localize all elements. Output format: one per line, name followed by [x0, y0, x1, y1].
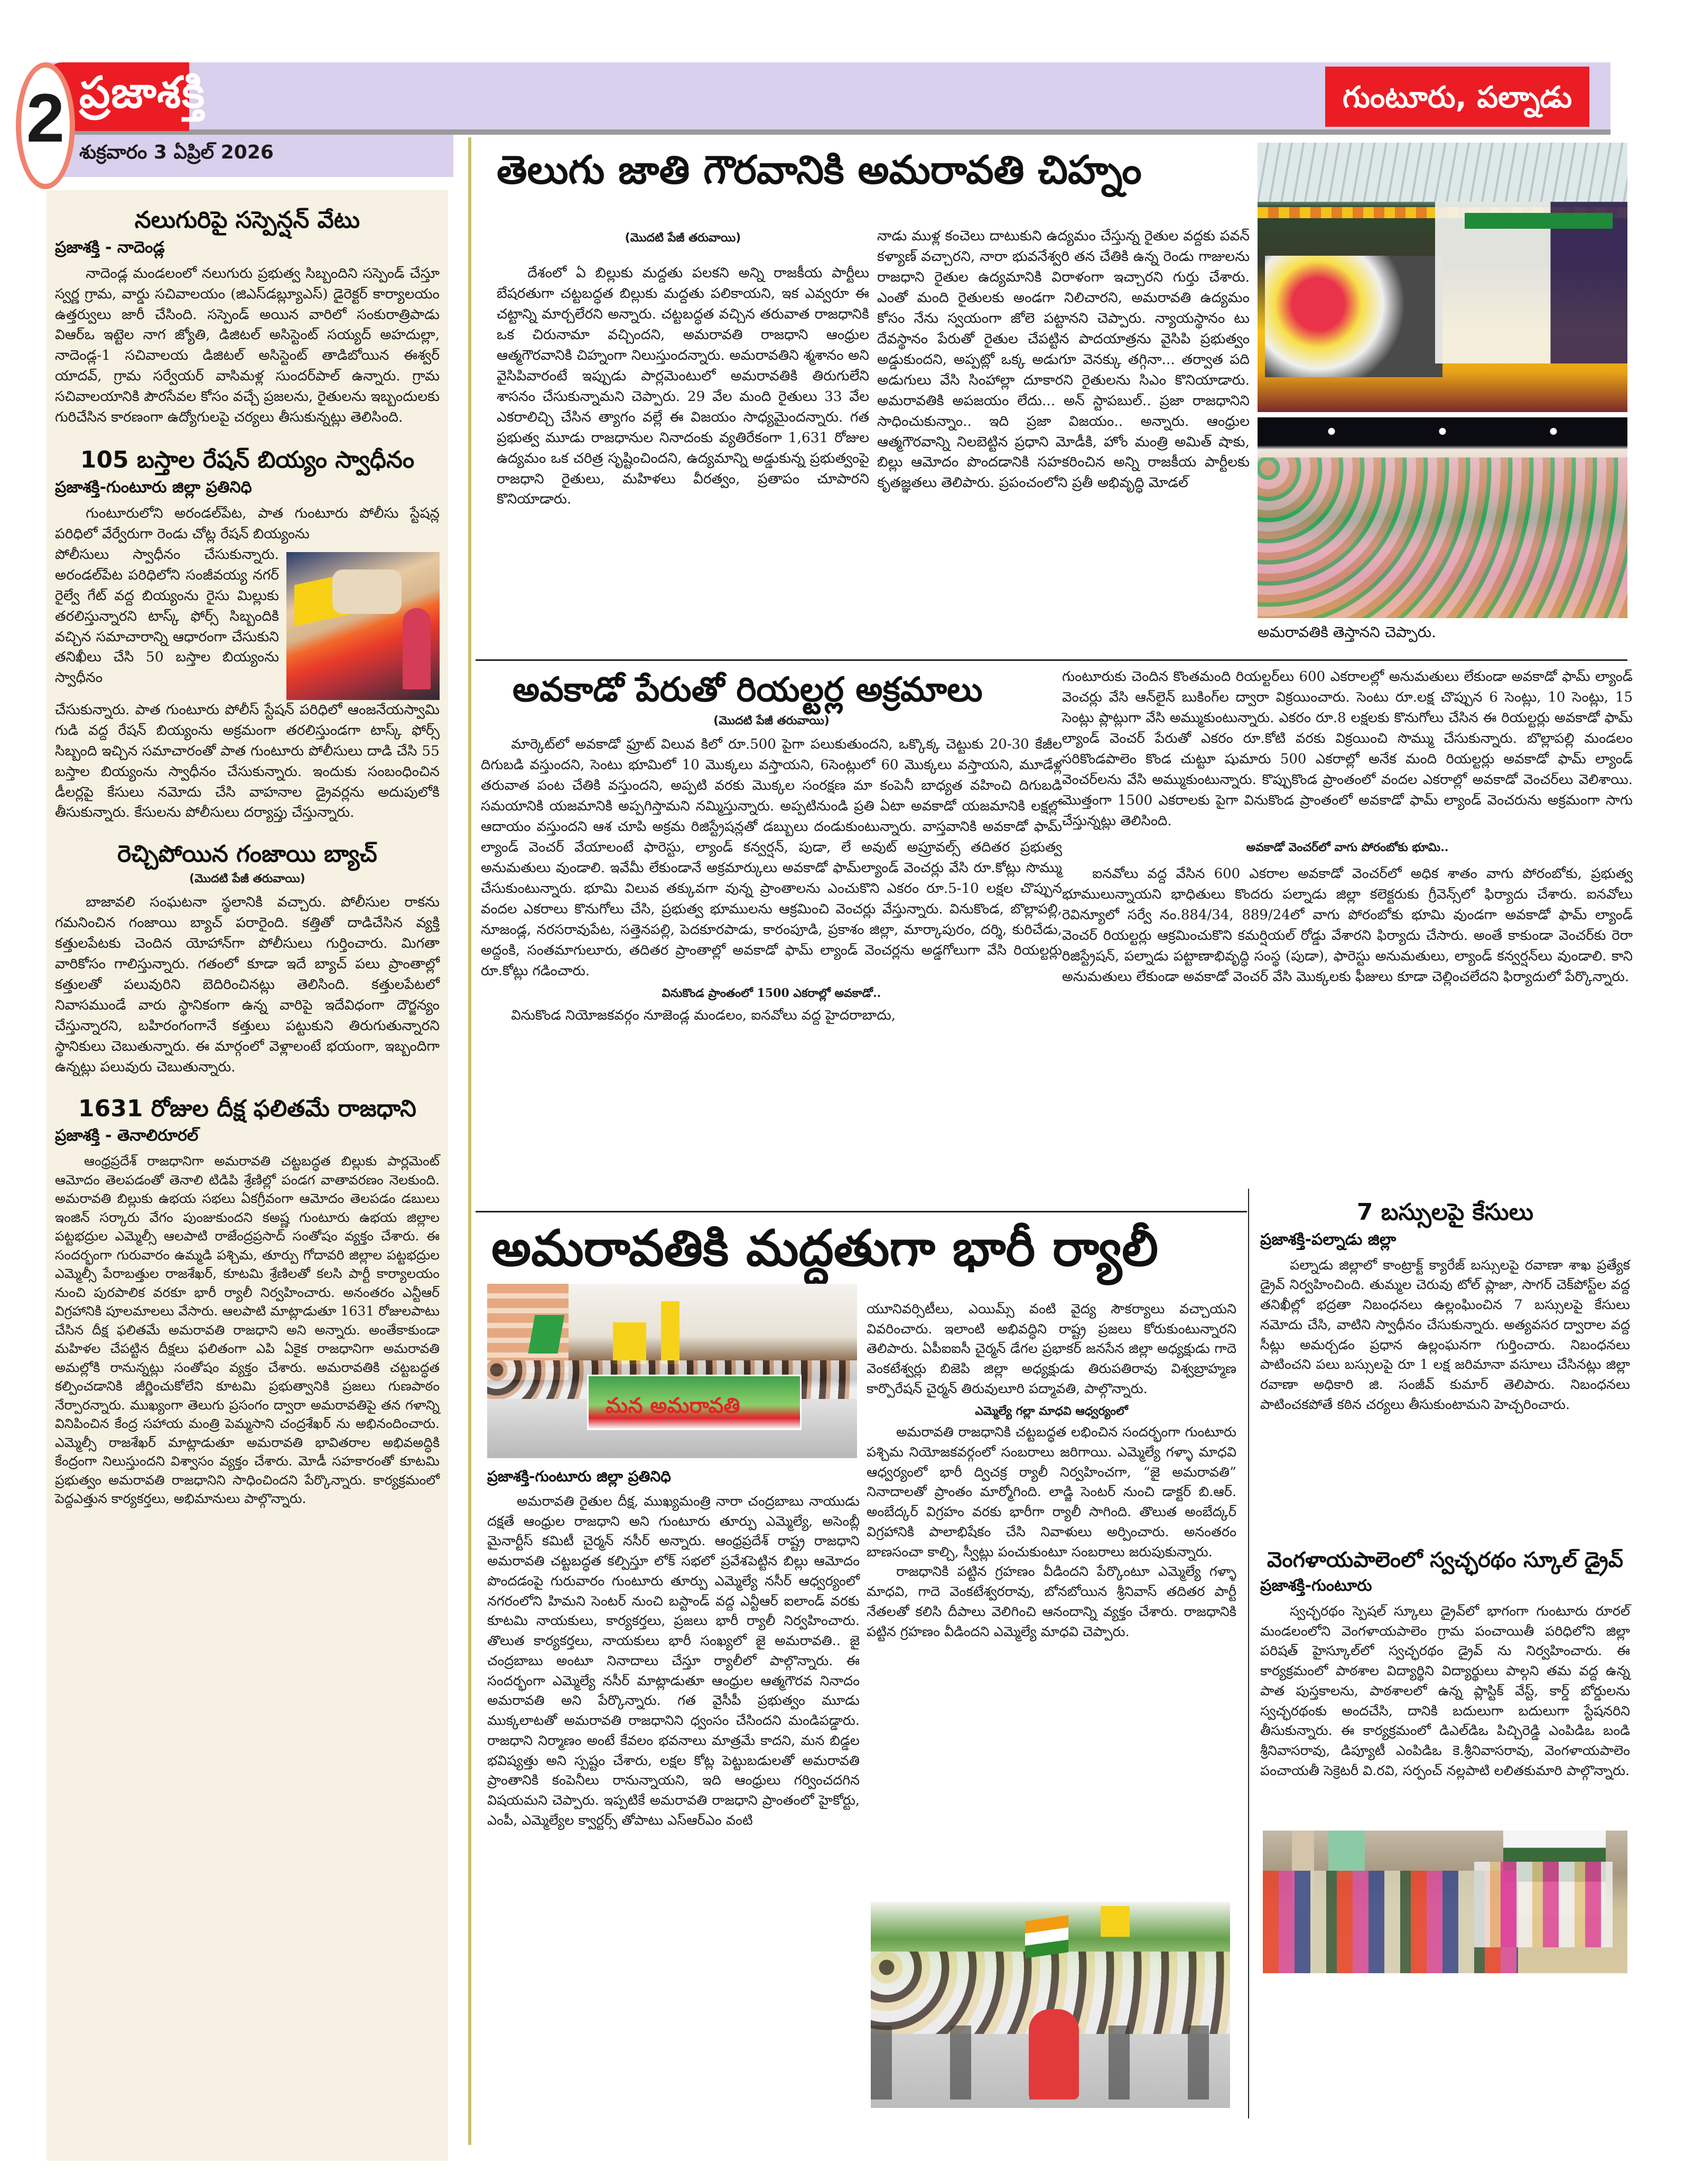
rally-story: [476, 1220, 1247, 1277]
continued-note: (మొదటి పేజీ తరువాయి): [189, 872, 305, 886]
headline: 105 బస్తాల రేషన్ బియ్యం స్వాధీనం: [80, 446, 415, 474]
headline: నలుగురిపై సస్పెన్షన్ వేటు: [134, 207, 360, 234]
avocado-headline: అవకాడో పేరుతో రియల్టర్ల అక్రమాలు: [513, 670, 983, 710]
avocado-story-left: [481, 671, 1062, 1026]
lead-headline: తెలుగు జాతి గౌరవానికి అమరావతి చిహ్నం: [497, 147, 1142, 193]
newspaper-logo: ప్రజాశక్తి: [79, 68, 206, 118]
dateline: ప్రజాశక్తి-పల్నాడు జిల్లా: [1260, 1230, 1397, 1249]
story-body: మార్కెట్‌లో అవకాడో ఫ్రూట్ విలువ కిలో రూ.500 పైగా పలుకుతుందని, ఒక్కొక్క చెట్టుకు 20-30 కేజీల దిగుబడి వస్తుందని, సెంటు భూమిలో 10 మొక్కలు వస్తాయని, 6సెంట్లులో 60 మొక్కలు వస్తాయని, మూడేళ్ల తరువాత పంట చేతికి వస్తుందని, అప్పటి వరకు మొక్కల సంరక్షణ మా కంపెనీ బాధ్యత వహించి దిగుబడి సమయానికి యజమానికి అప్పగిస్తామని నమ్మిస్తున్నారు. అప్పటినుండి ప్రతి ఏటా అవకాడో యజమానికి లక్షల్లో ఆదాయం వస్తుందని ఆశ చూపి అక్రమ రిజిస్ట్రేషన్లతో డబ్బులు దండుకుంటున్నారు. వాస్తవానికి అవకాడో ఫామ్ ల్యాండ్ వెంచర్ వేయాలంటే ఫారెస్టు, ల్యాండ్ కన్వర్షన్, పుడా, లే అవుట్ అప్రూవల్స్ తదితర ప్రభుత్వ అనుమతులు వుండాలి. ఇవేమీ లేకుండానే అక్రమార్కులు అవకాడో ఫామ్‌ల్యాండ్ వెంచర్లు వేసి రూ.కోట్లు సొమ్ము చేసుకుంటున్నారు. భూమి విలువ తక్కువగా వున్న ప్రాంతాలను ఎంచుకొని ఎకరం రూ.5-10 లక్షల చొప్పున వందల ఎకరాలు కొనుగోలు చేసి, ప్రభుత్వ భూములను ఆక్రమించి వెంచర్లు వేస్తున్నారు. వినుకొండ, బొల్లాపల్లి, నూజండ్ల, నరసరావుపేట, సత్తెనపల్లి, పెదకూరపాడు, కారంపూడి, ప్రకాశం జిల్లా, మార్కాపురం, దర్శి, కురిచేడు, అద్దంకి, సంతమాగులూరు, తదితర ప్రాంతాల్లో అవకాడో ఫామ్ ల్యాండ్ వెంచర్లను అడ్డగోలుగా వేసి రియల్టర్లు రూ.కోట్లు గడించారు. వినుకొండ ప్రాంతంలో 1500 ఎకరాల్లో అవకాడో.. వినుకొండ నియోజకవర్గం నూజెండ్ల మండలం, ఐనవోలు వద్ద హైదరాబాదు,: [481, 736, 1062, 1023]
story-body: నాదెండ్ల మండలంలో నలుగురు ప్రభుత్వ సిబ్బందిని సస్పెండ్ చేస్తూ స్వర్ణ గ్రామ, వార్డు సచివాలయం (జిఎస్‌డబ్ల్యూఎస్) డైరెక్టర్ కార్యాలయం ఉత్తర్వులు జారీ చేసింది. సస్పెండ్ అయిన వారిలో సంకురాత్రిపాడు విఆర్‌ఒ ఇట్టెల నాగ జ్యోతి, డిజిటల్ అసిస్టెంట్ సయ్యద్ అహదుల్లా, నాదెండ్ల-1 సచివాలయ డిజిటల్ అసిస్టెంట్ తాడిబోయిన ఈశ్వర్ యాదవ్, గ్రామ సర్వేయర్ వాసిమళ్ల సుందర్‌పాల్ ఉన్నారు. గ్రామ సచివాలయానికి పౌరసేవల కోసం వచ్చే ప్రజలను, రైతులను ఇబ్బందులకు గురిచేసిన కారణంగా ఉద్యోగులపై చర్యలు తీసుకున్నట్లు తెలిసింది.: [55, 265, 440, 426]
story-body: పల్నాడు జిల్లాలో కాంట్రాక్ట్ క్యారేజ్ బస్సులపై రవాణా శాఖ ప్రత్యేక డ్రైవ్ నిర్వహించింది. తుమ్మల చెరువు టోల్ ప్లాజా, సాగర్ చెక్‌పోస్ట్‌ల వద్ద తనిఖీల్లో భద్రతా నిబంధనలు ఉల్లంఘించిన 7 బస్సులపై కేసులు నమోదు చేసి, వాటిని స్వాధీనం చేసుకున్నారు. అత్యవసర ద్వారాల వద్ద సీట్లు అమర్చడం ప్రధాన ఉల్లంఘనగా గుర్తించారు. నిబంధనలు పాటించని పలు బస్సులపై రూ 1 లక్ష జరిమానా వసూలు చేసినట్లు జిల్లా రవాణా అధికారి జి. సంజీవ్ కుమార్ తెలిపారు. నిబంధనలు పాటించకపోతే కఠిన చర్యలు తీసుకుంటామని హెచ్చరించారు.: [1260, 1257, 1630, 1413]
section-divider: [476, 659, 1627, 661]
story-body: గుంటూరులోని అరండల్‌పేట, పాత గుంటూరు పోలీసు స్టేషన్ల పరిధిలో వేర్వేరుగా రెండు చోట్ల రేషన్ బియ్యంను పోలీసులు స్వాధీనం చేసుకున్నారు. అరండల్‌పేట పరిధిలోని సంజీవయ్య నగర్ రైల్వే గేట్ వద్ద బియ్యంను రైసు మిల్లుకు తరలిస్తున్నారని టాస్క్ ఫోర్స్ సిబ్బందికి వచ్చిన సమాచారాన్ని ఆధారంగా చేసుకుని తనిఖీలు చేసి 50 బస్తాల బియ్యంను స్వాధీనం చేసుకున్నారు. పాత గుంటూరు పోలీస్ స్టేషన్ పరిధిలో ఆంజనేయస్వామి గుడి వద్ద రేషన్ బియ్యంను అక్రమంగా తరలిస్తుండగా టాస్క్ ఫోర్స్ సిబ్బంది ఇచ్చిన సమాచారంతో పాత గుంటూరు పోలీసులు దాడి చేసి 55 బస్తాల బియ్యంను స్వాధీనం చేసుకున్నారు. ఇందుకు సంబంధించిన డీలర్లపై కేసులు నమోదు చేసి వాహనాల డ్రైవర్లను అదుపులోకి తీసుకున్నారు. కేసులను పోలీసులు దర్యాప్తు చేస్తున్నారు.: [55, 505, 440, 821]
column-rule: [468, 137, 471, 2145]
story-swachh-ratham: [1260, 1548, 1630, 1781]
continued-note: (మొదటి పేజీ తరువాయి): [713, 714, 830, 727]
section-label: గుంటూరు, పల్నాడు: [1342, 80, 1572, 115]
puja-ceremony-photo: [1258, 143, 1627, 412]
school-drive-photo: [1263, 1831, 1627, 1973]
rice-bags-truck-photo: [286, 552, 440, 700]
lead-story: [476, 148, 1236, 193]
story-body: దేశంలో ఏ బిల్లుకు మద్దతు పలకని అన్ని రాజకీయ పార్టీలు బేషరతుగా చట్టబద్ధత బిల్లుకు మద్దతు పలికాయని, ఇక ఎవ్వరూ ఈ చట్టాన్ని మార్చలేరని అన్నారు. చట్టబద్ధత వచ్చిన తరువాత రాజధానికి ఒక చిరునామా వచ్చిందని, అమరావతి రాజధాని ఆంధ్రుల ఆత్మగౌరవానికి చిహ్నంగా నిలుస్తుందన్నారు. అమరావతిని శ్మశానం అని వైసిపివారంటే ఇప్పుడు పార్లమెంటులో అమరావతికి తిరుగులేని శాసనం చేసుకున్నామని చెప్పారు. 29 వేల మంది రైతులు 33 వేల ఎకరాలిచ్చి చేసిన త్యాగం వల్లే ఈ విజయం సాధ్యమైందన్నారు. గత ప్రభుత్వ మూడు రాజధానుల నినాదంకు వ్యతిరేకంగా 1,631 రోజుల ఉద్యమం ఒక చరిత్ర సృష్టించిందని, ఉద్యమాన్ని అడ్డుకున్న ప్రభుత్వంపై రాజధాని రైతులు, మహిళలు వీరత్వం, ప్రతాపం చూపారని కొనియాడారు.: [497, 265, 869, 508]
rally-headline: అమరావతికి మద్దతుగా భారీ ర్యాలీ: [491, 1220, 1158, 1277]
rally-banner-photo: [487, 1284, 857, 1458]
continued-note: (మొదటి పేజీ తరువాయి): [625, 231, 741, 245]
story-bus-cases: [1260, 1199, 1630, 1415]
dateline: ప్రజాశక్తి - నాదెండ్ల: [55, 238, 165, 257]
farmers-gathering-photo: [1258, 417, 1627, 618]
subheading: అవకాడో వెంచర్‌లో వాగు పోరంబోకు భూమి..: [1246, 841, 1449, 854]
story-body: నాడు ముళ్ల కంచెలు దాటుకుని ఉద్యమం చేస్తున్న రైతుల వద్దకు పవన్ కళ్యాణ్ వచ్చారని, నారా భువనేశ్వరి తన చేతికి ఉన్న రెండు గాజులను రాజధాని రైతుల ఉద్యమానికి విరాళంగా ఇచ్చారని గుర్తు చేశారు. ఎంతో మంది రైతులకు అండగా నిలిచారని, అమరావతి ఉద్యమం కోసం నేను స్వయంగా జోలె పట్టానని చెప్పారు. న్యాయస్థానం టు దేవస్థానం పేరుతో రైతుల చేపట్టిన పాదయాత్రను వైసిపి ప్రభుత్వం అడ్డుకుందని, అప్పట్లో ఒక్క అడుగూ వెనక్కు తగ్గినా... తర్వాత పది అడుగులు వేసి సింహాల్లా దూకారని రైతులను సిఎం కొనియాడారు. అమరావతికి అపజయం లేదు... అన్ స్టాపబుల్.. ప్రజా రాజధానిని సాధించుకున్నాం.. ఇది ప్రజా విజయం.. అన్నారు. ఆంధ్రుల ఆత్మగౌరవాన్ని నిలబెట్టిన ప్రధాని మోడీకి, హోం మంత్రి అమిత్ షాకు, బిల్లు ఆమోదం పొందడానికి సహకరించిన అన్ని రాజకీయ పార్టీలకు కృతజ్ఞతలు తెలిపారు. ప్రపంచంలోని ప్రతీ అభివృద్ధి మోడల్: [877, 228, 1250, 491]
headline: 1631 రోజుల దీక్ష ఫలితమే రాజధాని: [78, 1095, 416, 1122]
headline: రెచ్చిపోయిన గంజాయి బ్యాచ్: [117, 841, 377, 868]
dateline: ప్రజాశక్తి-గుంటూరు: [1260, 1576, 1372, 1595]
left-sidebar: [46, 190, 448, 2161]
headline: 7 బస్సులపై కేసులు: [1356, 1199, 1534, 1226]
story-body: అమరావతి రైతుల దీక్ష, ముఖ్యమంత్రి నారా చంద్రబాబు నాయుడు దక్షతే ఆంధ్రుల రాజధాని అని గుంటూరు తూర్పు ఎమ్మెల్యే, అసెంబ్లీ మైనార్టీస్ కమిటీ చైర్మన్ నసీర్ అన్నారు. ఆంధ్రప్రదేశ్ రాష్ట్ర రాజధాని అమరావతి చట్టబద్ధత కల్పిస్తూ లోక్ సభలో ప్రవేశపెట్టిన బిల్లు ఆమోదం పొందడంపై గురువారం గుంటూరు తూర్పు ఎమ్మెల్యే నసీర్ ఆధ్వర్యంలో నగరంలోని హిమని సెంటర్ నుంచి బస్టాండ్ వద్ద ఎన్టీఆర్ ఐలాండ్ వరకు కూటమి నాయకులు, కార్యకర్తలు, ప్రజలు భారీ ర్యాలీ నిర్వహించారు. తొలుత కార్యకర్తలు, నాయకులు భారీ సంఖ్యలో జై అమరావతి.. జై చంద్రబాబు అంటూ నినాదాలు చేస్తూ ర్యాలీలో పాల్గొన్నారు. ఈ సందర్భంగా ఎమ్మెల్యే నసీర్ మాట్లాడుతూ ఆంధ్రుల ఆత్మగౌరవ నినాదం అమరావతి అని పేర్కొన్నారు. గత వైసీపీ ప్రభుత్వం మూడు ముక్కలాటతో అమరావతి రాజధానిని ధ్వంసం చేసిందని మండిపడ్డారు. రాజధాని నిర్మాణం అంటే కేవలం భవనాలు మాత్రమే కాదని, మన బిడ్డల భవిష్యత్తు అని స్పష్టం చేశారు, లక్షల కోట్ల పెట్టుబడులతో అమరావతి ప్రాంతానికి కంపెనీలు రానున్నాయని, ఇది ఆంధ్రులు గర్వించదగిన విషయమని చెప్పారు. ఇప్పటికే అమరావతి రాజధాని ప్రాంతంలో హైకోర్టు, ఎంపీ, ఎమ్మెల్యేల క్వార్టర్స్ తోపాటు ఎస్‌ఆర్‌ఎం వంటి: [487, 1494, 860, 1828]
headline: వెంగళాయపాలెంలో స్వచ్ఛరథం స్కూల్ డ్రైవ్: [1267, 1548, 1624, 1572]
dateline: ప్రజాశక్తి - తెనాలిరూరల్: [55, 1126, 199, 1145]
rally-col-1: [487, 1463, 860, 1831]
dateline: ప్రజాశక్తి-గుంటూరు జిల్లా ప్రతినిధి: [55, 478, 252, 497]
story-suspension: [55, 207, 440, 428]
lead-col-1: [497, 227, 869, 510]
story-body: స్వచ్ఛరథం స్పెషల్ స్కూలు డ్రైవ్‌లో భాగంగా గుంటూరు రూరల్ మండలంలోని వెంగళాయపాలెం గ్రామ పంచాయితీ పరిధిలోని జిల్లా పరిషత్ హైస్కూల్‌లో స్వచ్ఛరథం డ్రైవ్ ను నిర్వహించారు. ఈ కార్యక్రమంలో పాఠశాల విద్యార్థిని విద్యార్థులు పాల్గని తమ వద్ద ఉన్న పాత పుస్తకాలను, పాఠశాలలో ఉన్న ప్లాస్టిక్ వేస్ట్, కార్డ్ బోర్డులను స్వచ్ఛరథంకు అందచేసి, దానికి బదులుగా బదులుగా స్టేషనరిని తీసుకున్నారు. ఈ కార్యక్రమంలో డిఎల్‌డిఒ పిచ్చిరెడ్డి ఎంపిడిఒ బండి శ్రీనివాసరావు, డిప్యూటీ ఎంపిడిఒ కె.శ్రీనివాసరావు, వెంగళాయపాలెం పంచాయతీ సెక్రెటరీ వి.రవి, సర్పంచ్ నల్లపాటి లలితకుమారి పాల్గొన్నారు.: [1260, 1603, 1630, 1779]
issue-date: శుక్రవారం 3 ఏప్రిల్ 2026: [79, 142, 274, 163]
section-divider: [476, 1211, 1247, 1212]
story-body: యూనివర్సిటీలు, ఎయిమ్స్ వంటి వైద్య సౌకర్యాలు వచ్చాయని వివరించారు. ఇలాంటి అభివద్ధిని రాష్ట్ర ప్రజలు కోరుకుంటున్నారని తెలిపారు. ఏపీఐఐసీ చైర్మన్ డేగల ప్రభాకర్ జనసేన జిల్లా అధ్యక్షుడు గాదె వెంకటేశ్వర్లు బిజెపి జిల్లా అధ్యక్షుడు తిరుపతిరావు విశ్వబ్రాహ్మణ కార్పొరేషన్ చైర్మన్ తిరువులూరి పద్మావతి, పాల్గొన్నారు. ఎమ్మెల్యే గల్లా మాధవి ఆధ్వర్యంలో అమరావతి రాజధానికి చట్టబద్ధత లభించిన సందర్భంగా గుంటూరు పశ్చిమ నియోజకవర్గంలో సంబరాలు జరిగాయి. ఎమ్మెల్యే గళ్ళా మాధవి ఆధ్వర్యంలో భారీ ద్విచక్ర ర్యాలీ నిర్వహించగా, “జై అమరావతి” నినాదాలతో ప్రాంతం మార్మోగింది. లాడ్జి సెంటర్ నుంచి డాక్టర్ బి.ఆర్. అంబేద్కర్ విగ్రహం వరకు భారీగా ర్యాలీ సాగింది. తొలుత అంబేద్కర్ విగ్రహానికి పాలాభిషేకం చేసి నివాళులు అర్పించారు. అనంతరం బాణసంచా కాల్చి, స్వీట్లు పంచుకుంటూ సంబరాలు జరుపుకున్నారు. రాజధానికి పట్టిన గ్రహణం వీడిందని పేర్కొంటూ ఎమ్మెల్యే గళ్ళా మాధవి, గాదె వెంకటేశ్వరరావు, బోనబోయిన శ్రీనివాస్ తదితర పార్టీ నేతలతో కలిసి దీపాలు వెలిగించి ఆనందాన్ని వ్యక్తం చేశారు. రాజధానికి పట్టిన గ్రహణం వీడిందని ఎమ్మెల్యే మాధవి చెప్పారు.: [867, 1301, 1236, 1640]
story-ration-rice: [55, 447, 440, 823]
bike-rally-photo: [871, 1902, 1230, 2108]
photo-caption: అమరావతికి తెస్తానని చెప్పారు.: [1258, 623, 1436, 641]
story-body: గుంటూరుకు చెందిన కొంతమంది రియల్టర్‌లు 600 ఎకరాలల్లో అనుమతులు లేకుండా అవకాడో ఫామ్ ల్యాండ్ వెంచర్లు వేసి ఆన్‌లైన్ బుకింగ్‌ల ద్వారా విక్రయించారు. సెంటు రూ.లక్ష చొప్పున 6 సెంట్లు, 10 సెంట్లు, 15 సెంట్లు ప్లాట్లుగా వేసి అమ్ముకుంటున్నారు. ఎకరం రూ.8 లక్షలకు కొనుగోలు చేసిన ఈ రియల్టర్లు అవకాడో ఫామ్ ల్యాండ్ వెంచర్ పేరుతో ఎకరం రూ.కోటి వరకు విక్రయించి సొమ్ము చేసుకున్నారు. బొల్లాపల్లి మండలం సరికొండపాలెం కొండ చుట్టూ షుమారు 500 ఎకరాల్లో అనేక మంది రియల్టర్లు అవకాడో ఫామ్ ల్యాండ్ వెంచర్‌లను వేసి అమ్ముకుంటున్నారు. కొప్పుకొండ ప్రాంతంలో వందల ఎకరాల్లో అవకాడో వెంచర్‌లు వెలిశాయి. మొత్తంగా 1500 ఎకరాలకు పైగా వినుకొండ ప్రాంతంలో అవకాడో ఫామ్ ల్యాండ్ వెంచరును అక్రమంగా సాగు చేస్తున్నట్లు తెలిసింది. అవకాడో వెంచర్‌లో వాగు పోరంబోకు భూమి.. ఐనవోలు వద్ద వేసిన 600 ఎకరాల అవకాడో వెంచర్‌లో అధిక శాతం వాగు పోరంబోకు, ప్రభుత్వ భూములున్నాయని భాధితులు కొందరు పల్నాడు జిల్లా కలెక్టరుకు గ్రీవెన్స్‌లో ఫిర్యాదు చేశారు. ఐనవోలు రెవిన్యూలో సర్వే నం.884/34, 889/24లో వాగు పోరంబోకు భూమి వుండగా అవకాడో ఫామ్ ల్యాండ్ వెంచర్ రియల్టర్లు ఆక్రమించుకొని కమర్షియల్ రోడ్డు వేశారని ఫిర్యాదు చేసారు. అంతే కాకుండా వెంచర్‌కు రెరా రిజిస్ట్రేషన్, పల్నాడు పట్టాణాభివృద్ధి సంస్థ (పుడా), ఫారెస్టు అనుమతులు, ల్యాండ్ కన్వర్షన్‌లు వుండాలి. కాని అనుమతులు లేకుండా అవకాడో వెంచర్ వేసి మొక్కలకు ఫీజులు కూడా చెల్లించలేదని ఫిర్యాదులో పేర్కొన్నారు.: [1062, 669, 1633, 985]
story-ganja-batch: [55, 841, 440, 1077]
subheading: ఎమ్మెల్యే గల్లా మాధవి ఆధ్వర్యంలో: [975, 1404, 1128, 1418]
page-number: 2: [26, 79, 65, 156]
story-body: ఆంధ్రప్రదేశ్ రాజధానిగా అమరావతి చట్టబద్ధత బిల్లుకు పార్లమెంట్ ఆమోదం తెలపడంతో తెనాలి టిడిపి శ్రేణిల్లో పండగ వాతావరణం నెలకుంది. అమరావతి బిల్లుకు ఉభయ సభలు ఏకగ్రీవంగా ఆమోదం తెలపడం డబులు ఇంజిన్ సర్కారు వేగం పుంజుకుందని కఅష్ణ గుంటూరు ఉభయ జిల్లాల పట్టభద్రుల ఎమ్మెల్సీ ఆలపాటి రాజేంద్రప్రసాద్ సంతోషం వ్యక్తం చేశారు. ఈ సందర్భంగా గురువారం ఉమ్మడి పశ్చిమ, తూర్పు గోదావరి జిల్లాల పట్టభద్రుల ఎమ్మెల్సీ పేరాబత్తుల రాజశేఖర్, కూటమి శ్రేణిలతో కలసి పార్టీ కార్యాలయం నుంచి పురపాలిక వరకూ భారీ ర్యాలీ నిర్వహించారు. అనంతరం ఎన్టీఆర్ విగ్రహానికి పూలమాలలు వేసారు. ఆలపాటి మాట్లాడుతూ 1631 రోజులపాటు చేసిన దీక్ష ఫలితమే అమరావతి రాజధాని అని అన్నారు. అంతేకాకుండా మహిళల చేపట్టిన దీక్షలు ఫలితంగా ఎపి ఏకైక రాజధానిగా అమరావతి అమల్లోకి రానున్నట్లు సంతోషం వ్యక్తం చేశారు. అమరావతికి చట్టబద్ధత కల్పించడానికి జీర్ణించుకోలేని కూటమి ప్రభుత్వానికి ప్రజలు గుణపాఠం నేర్పారన్నారు. ముఖ్యంగా తెలుగు ప్రసంగం ద్వారా అమరావతిపై తన గళాన్ని వినిపించిన కేంద్ర సహాయ మంత్రి పెమ్మసాని చంద్రశేఖర్ ను అభినందించారు. ఎమ్మెల్సీ రాజశేఖర్ మాట్లాడుతూ అమరావతి భావితరాల అభివఅద్ధికి కేంద్రంగా నిలుస్తుందని విశ్వాసం వ్యక్తం చేశారు. మోడీ సహకారంతో కూటమి ప్రభుత్వం అమరావతి రాజధానిని సాధించిందని పేర్కొన్నారు. కార్యక్రమంలో పెద్దఎత్తున కార్యకర్తలు, అభిమానులు పాల్గొన్నారు.: [55, 1153, 440, 1507]
column-rule: [1248, 1189, 1249, 2118]
story-1631-days: [55, 1096, 440, 1508]
banner-text: మన అమరావతి: [606, 1393, 740, 1418]
lead-col-2: [877, 226, 1250, 493]
rally-col-2: [867, 1300, 1236, 1642]
masthead-rule: [46, 129, 1610, 135]
story-body: బాజావలి సంఘటనా స్థలానికి వచ్చారు. పోలీసుల రాకను గమనించిన గంజాయి బ్యాచ్ పరారైంది. కత్తితో దాడిచేసిన వ్యక్తి కత్తులపేటకు చెందిన యోహాన్‌గా పోలీసులు గుర్తించారు. మిగతా వారికోసం గాలిస్తున్నారు. గతంలో కూడా ఇదే బ్యాచ్ పలు ప్రాంతాల్లో కత్తులతో పలువురిని బెదిరించినట్లు తెలిసింది. కత్తులపేటలో నివాసముండే వారు స్థానికంగా ఉన్న వారిపై ఇదేవిధంగా దౌర్జన్యం చేస్తున్నారని, బహిరంగంగానే కత్తులు పట్టుకుని తిరుగుతున్నారని స్థానికులు చెబుతున్నారు. ఈ మార్గంలో వెళ్లాలంటే భయంగా, ఇబ్బందిగా ఉన్నట్లు పలువురు చెబుతున్నారు.: [55, 894, 440, 1075]
subheading: వినుకొండ ప్రాంతంలో 1500 ఎకరాల్లో అవకాడో..: [662, 986, 881, 1000]
avocado-story-right: [1062, 667, 1633, 987]
dateline: ప్రజాశక్తి-గుంటూరు జిల్లా ప్రతినిధి: [487, 1468, 671, 1485]
